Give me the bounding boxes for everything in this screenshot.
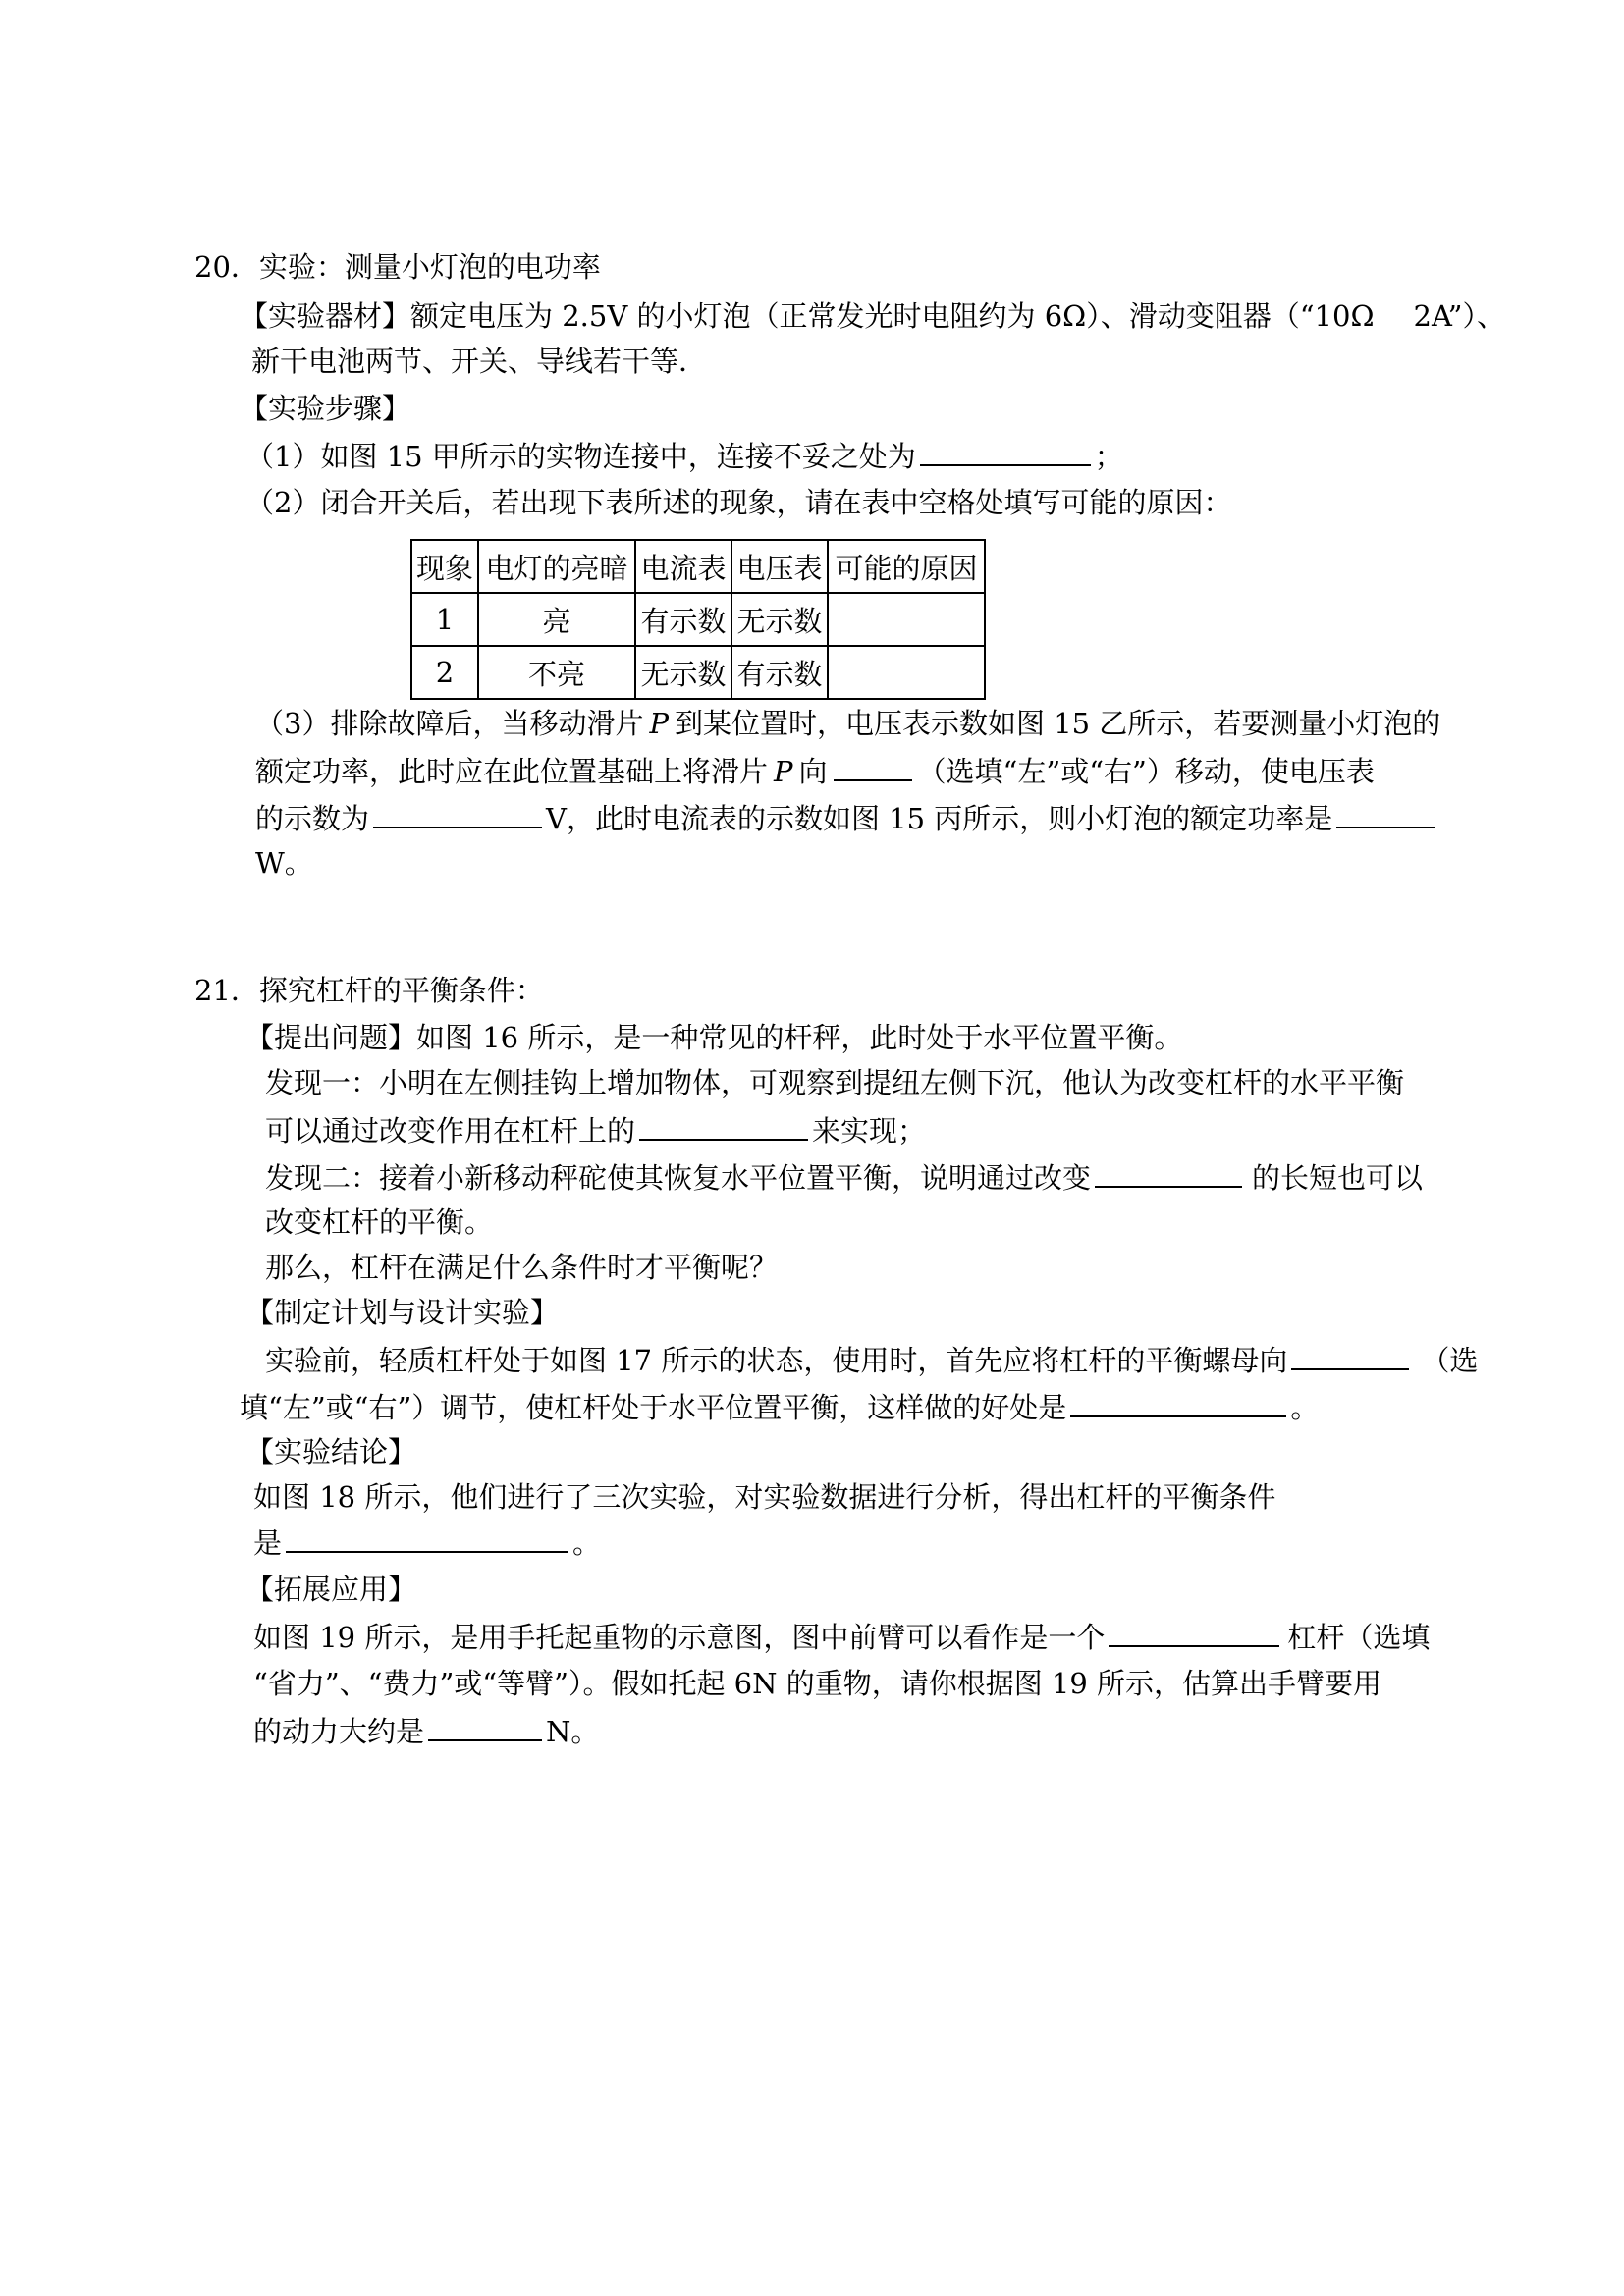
q21-conclusion-line1: 如图 18 所示，他们进行了三次实验，对实验数据进行分析，得出杠杆的平衡条件 [253,1480,1276,1514]
table-cell: 不亮 [478,646,635,699]
table-cell: 无示数 [731,593,828,646]
find1-text-c: 来实现； [812,1114,927,1148]
table-header-cell: 电压表 [731,540,828,593]
step1-text: （1）如图 15 甲所示的实物连接中，连接不妥之处为 [245,440,916,473]
q21-plan-line2 [240,1388,1319,1426]
q20-title-line [194,248,601,286]
app-text-d: 的动力大约是 [253,1715,425,1748]
step3-text-f: 的示数为 [255,802,370,835]
ask-text: 如图 16 所示，是一种常见的杆秤，此时处于水平位置平衡。 [416,1021,1183,1054]
step3-text-g: V，此时电流表的示数如图 15 丙所示，则小灯泡的额定功率是 [546,802,1333,835]
table-cell: 1 [411,593,478,646]
direction-answer-blank[interactable] [834,752,912,781]
phenomena-table [410,539,986,700]
step3-text-c: 额定功率，此时应在此位置基础上将滑片 [255,755,769,788]
q20-title: 实验：测量小灯泡的电功率 [258,250,601,284]
step3-text-b: 到某位置时，电压表示数如图 15 乙所示，若要测量小灯泡的 [674,707,1441,740]
table-header-cell: 电灯的亮暗 [478,540,635,593]
q21-question-line: 那么，杠杆在满足什么条件时才平衡呢？ [265,1251,779,1284]
q21-find1-line2 [265,1111,926,1149]
lever-type-answer-blank[interactable] [1109,1618,1279,1647]
app-text-a: 如图 19 所示，是用手托起重物的示意图，图中前臂可以看作是一个 [253,1621,1106,1654]
conclusion-text-b: 是 [253,1526,283,1560]
q21-title: 探究杠杆的平衡条件： [258,974,544,1007]
plan-text-c: 填“左”或“右”）调节，使杠杆处于水平位置平衡，这样做的好处是 [240,1391,1067,1424]
q20-step3-line4: W。 [255,846,313,880]
conclusion-text-c: 。 [572,1526,602,1560]
step1-answer-blank[interactable] [920,437,1091,466]
q21-plan-line1 [265,1341,1478,1379]
find2-text-b: 的长短也可以 [1252,1161,1424,1195]
find1-text-b: 可以通过改变作用在杠杆上的 [265,1114,636,1148]
table-header-cell: 现象 [411,540,478,593]
q20-step3-line2 [255,752,1375,790]
q21-plan-label: 【制定计划与设计实验】 [245,1296,560,1329]
q20-step1-line [245,437,1123,475]
plan-text-a: 实验前，轻质杠杆处于如图 17 所示的状态，使用时，首先应将杠杆的平衡螺母向 [265,1344,1288,1377]
slider-p-label: P [774,755,793,788]
nut-direction-answer-blank[interactable] [1291,1341,1409,1370]
materials-label: 【实验器材】 [240,299,411,333]
q20-materials-line2: 新干电池两节、开关、导线若干等． [251,345,708,378]
plan-text-b: （选 [1421,1344,1479,1377]
arm-answer-blank[interactable] [1095,1158,1242,1188]
table-cell: 有示数 [635,593,731,646]
q20-step3-line3 [255,799,1435,837]
table-cell: 亮 [478,593,635,646]
q21-title-line [194,972,544,1009]
step3-text-e: （选填“左”或“右”）移动，使电压表 [917,755,1375,788]
find2-text-a: 发现二：接着小新移动秤砣使其恢复水平位置平衡，说明通过改变 [265,1161,1092,1195]
table-header-cell: 电流表 [635,540,731,593]
q21-conclusion-line2 [253,1523,601,1562]
table-row [411,646,985,699]
table-cell: 有示数 [731,646,828,699]
app-text-b: 杠杆（选填 [1287,1621,1431,1654]
q20-step3-line1 [255,705,1440,742]
reason-answer-cell[interactable] [828,646,985,699]
q20-step2-line: （2）闭合开关后，若出现下表所述的现象，请在表中空格处填写可能的原因： [245,486,1232,519]
q21-app-line3 [253,1712,599,1750]
step1-end: ； [1094,440,1123,473]
force-value-answer-blank[interactable] [428,1712,542,1741]
voltage-answer-blank[interactable] [373,799,542,828]
q21-find1-line1: 发现一：小明在左侧挂钩上增加物体，可观察到提纽左侧下沉，他认为改变杠杆的水平平衡 [265,1066,1405,1099]
q20-materials-line [240,297,1505,335]
plan-text-d: 。 [1290,1391,1320,1424]
slider-p-label: P [649,707,669,740]
table-row [411,593,985,646]
app-text-e: N。 [546,1715,600,1748]
condition-answer-blank[interactable] [286,1523,568,1553]
q21-ask-line [245,1019,1182,1056]
table-cell: 2 [411,646,478,699]
q21-number: 21． [194,974,259,1007]
q20-steps-label: 【实验步骤】 [240,392,411,425]
step3-text-d: 向 [798,755,828,788]
force-answer-blank[interactable] [639,1111,808,1141]
q21-app-label: 【拓展应用】 [245,1573,417,1606]
reason-answer-cell[interactable] [828,593,985,646]
table-header-row [411,540,985,593]
q20-number: 20． [194,250,259,284]
ask-label: 【提出问题】 [245,1021,417,1054]
table-header-cell: 可能的原因 [828,540,985,593]
materials-text-a: 额定电压为 2.5V 的小灯泡（正常发光时电阻约为 6Ω）、滑动变阻器（“10Ω [410,299,1375,333]
step3-text-a: （3）排除故障后，当移动滑片 [255,707,644,740]
q21-conclusion-label: 【实验结论】 [245,1435,417,1468]
q21-find2-line2: 改变杠杆的平衡。 [265,1205,494,1239]
q21-app-line2: “省力”、“费力”或“等臂”）。假如托起 6N 的重物，请你根据图 19 所示，估算出手臂要用 [253,1667,1382,1700]
power-answer-blank[interactable] [1336,799,1435,828]
table-cell: 无示数 [635,646,731,699]
q21-find2-line1 [265,1158,1423,1197]
materials-text-b: 2A”）、 [1413,299,1505,333]
q21-app-line1 [253,1618,1430,1656]
benefit-answer-blank[interactable] [1070,1388,1286,1417]
